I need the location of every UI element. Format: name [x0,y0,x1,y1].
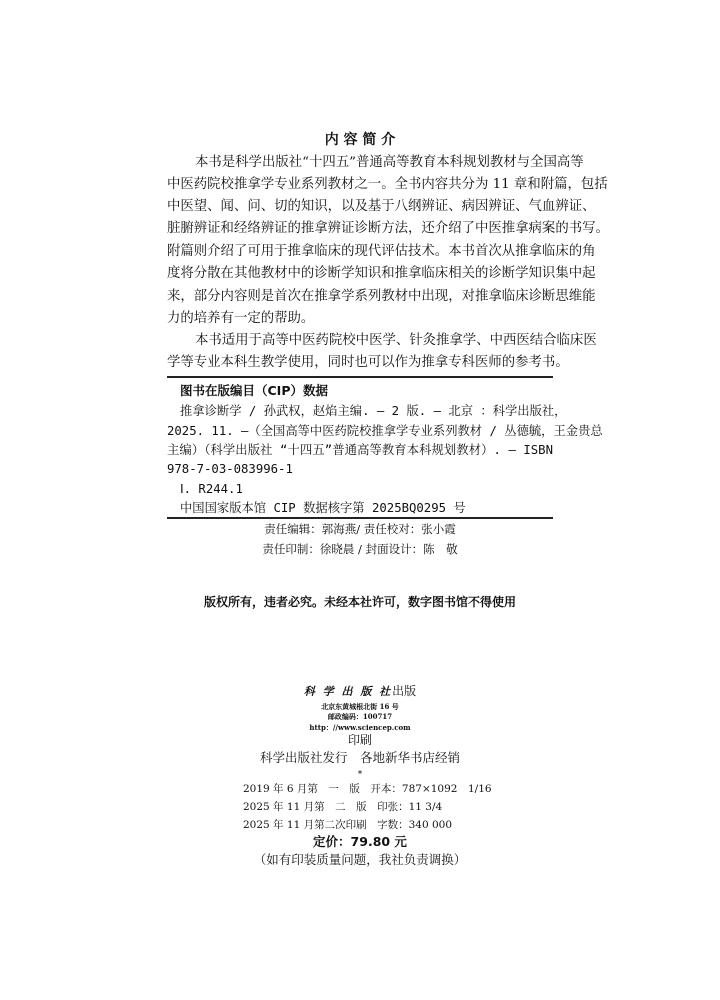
cip-classification: Ⅰ. R244.1 [180,482,243,496]
cip-heading: 图书在版编目（CIP）数据 [180,383,328,398]
summary-line: 力的培养有一定的帮助。 [167,311,315,326]
cip-approval: 中国国家版本馆 CIP 数据核字第 2025BQ0295 号 [180,501,466,515]
summary-line: 中医药院校推拿学专业系列教材之一。全书内容共分为 11 章和附篇，包括 [167,177,608,192]
summary-title: 内 容 简 介 [324,132,396,148]
edition-row: 2025 年 11 月第二次印刷 字数：340 000 [243,819,453,831]
printing-label: 印刷 [347,733,372,747]
summary-line: 附篇则介绍了可用于推拿临床的现代评估技术。本书首次从推拿临床的角 [167,244,596,259]
cip-bottom-rule [167,517,553,519]
credits-printing: 责任印制：徐晓晨 / 封面设计：陈 敬 [262,542,458,556]
cip-line: 2025. 11. —（全国高等中医药院校推拿学专业系列教材 / 丛德毓，王金贵总 [167,424,603,438]
distribution: 科学出版社发行 各地新华书店经销 [259,750,460,765]
summary-line: 本书适用于高等中医药院校中医学、针灸推拿学、中西医结合临床医 [195,333,597,348]
summary-line: 学等专业本科生教学使用，同时也可以作为推拿专科医师的参考书。 [167,355,569,370]
summary-line: 中医望、闻、问、切的知识，以及基于八纲辨证、病因辨证、气血辨证、 [167,199,596,214]
cip-line: 978-7-03-083996-1 [167,462,293,476]
summary-line: 来，部分内容则是首次在推拿学系列教材中出现，对推拿临床诊断思维能 [167,289,596,304]
cip-line: 推拿诊断学 / 孙武权，赵焰主编. — 2 版. — 北京 ：科学出版社， [180,404,567,418]
publisher-url: http：//www.sciencep.com [309,723,411,732]
publisher-postal: 邮政编码：100717 [327,712,393,721]
summary-line: 度将分散在其他教材中的诊断学知识和推拿临床相关的诊断学知识集中起 [167,266,596,281]
edition-row: 2019 年 6 月第 一 版 开本：787×1092 1/16 [243,783,492,795]
publisher-logo: 科 学 出 版 社 [303,685,393,698]
summary-line: 本书是科学出版社“十四五”普通高等教育本科规划教材与全国高等 [195,155,584,170]
quality-notice: （如有印装质量问题，我社负责调换） [253,852,467,867]
separator: * [357,770,363,780]
credits-editors: 责任编辑：郭海燕/ 责任校对：张小霞 [264,522,456,536]
copyright-notice: 版权所有，违者必究。未经本社许可，数字图书馆不得使用 [203,595,516,609]
publisher-suffix: 出版 [392,684,417,698]
price: 定价：79.80 元 [313,834,407,849]
publisher-address: 北京东黄城根北街 16 号 [321,702,399,711]
cip-top-rule [167,376,553,378]
summary-line: 脏腑辨证和经络辨证的推拿辨证诊断方法，还介绍了中医推拿病案的书写。 [167,221,609,236]
edition-row: 2025 年 11 月第 二 版 印张：11 3/4 [243,801,443,813]
cip-line: 主编）（科学出版社 “十四五”普通高等教育本科规划教材）. — ISBN [167,443,553,457]
